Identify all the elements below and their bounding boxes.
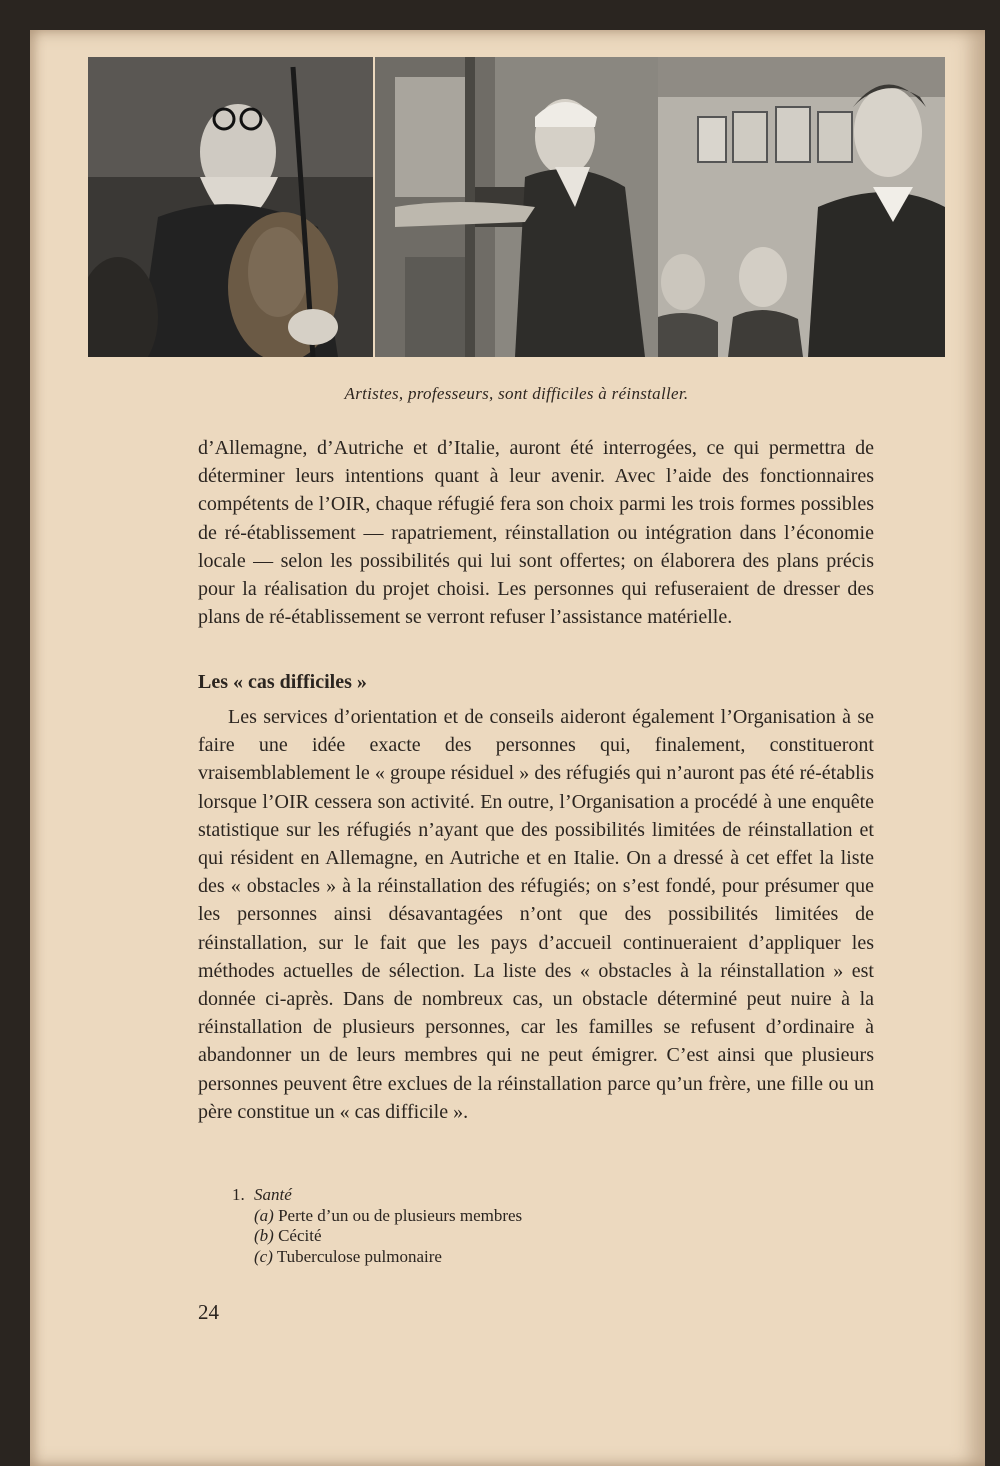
list-item — [254, 1206, 522, 1227]
professor-photo — [375, 57, 658, 357]
section-heading: Les « cas difficiles » — [198, 671, 367, 693]
obstacles-list — [232, 1185, 522, 1267]
list-heading — [232, 1185, 522, 1206]
list-item-text: Tuberculose pulmonaire — [276, 1246, 442, 1266]
list-number: 1. — [232, 1185, 245, 1204]
list-item — [254, 1226, 522, 1247]
list-item — [254, 1247, 522, 1268]
page-number: 24 — [198, 1300, 219, 1324]
list-item-text: Perte d’un ou de plusieurs membres — [278, 1205, 523, 1225]
paragraph-main: Les services d’orientation et de conseils aideront également l’Organisation à se faire une idée exacte des personnes qui, finalement, constitueront vraisemblablement le « groupe résiduel » des réfugiés qui n’auront pas été ré-établis lorsque l’OIR cessera son activité. En outre, l’Organisation a procédé à une enquête statistique sur les réfugiés n’ayant que des possibilités limitées de réinstallation et qui résident en Allemagne, en Autriche et en Italie. On a dressé à cet effet la liste des « obstacles » à la réinstallation des réfugiés; on s’est fondé, pour présumer que les personnes ainsi désavantagées n’ont que des possibilités limitées de réinstallation, sur le fait que les pays d’accueil continueraient d’appliquer les méthodes actuelles de sélection. La liste des « obstacles à la réinstallation » est donnée ci-après. Dans de nombreux cas, un obstacle déterminé peut nuire à la réinstallation de plusieurs personnes, car les familles se refusent d’ordinaire à abandonner un de leurs membres qui ne peut émigrer. C’est ainsi que plusieurs personnes peuvent être exclues de la réinstallation parce qu’un frère, une fille ou un père constitue un « cas difficile ». — [198, 706, 874, 1123]
list-item-mark: (a) — [254, 1205, 274, 1225]
teacher-photo — [658, 57, 945, 357]
list-item-text: Cécité — [278, 1226, 322, 1245]
list-item-mark: (c) — [254, 1246, 273, 1266]
photo-caption: Artistes, professeurs, sont difficiles à réinstaller. — [344, 384, 689, 403]
cellist-photo — [88, 57, 373, 357]
list-title: Santé — [254, 1185, 292, 1204]
paragraph-intro: d’Allemagne, d’Autriche et d’Italie, auront été interrogées, ce qui permettra de déterminer leurs intentions quant à leur avenir. Avec l’aide des fonctionnaires compétents de l’OIR, chaque réfugié fera son choix parmi les trois formes possibles de ré-établissement — rapatriement, réinstallation ou intégration dans l’économie locale — selon les possibilités qui lui sont offertes; on élaborera des plans précis pour la réalisation du projet choisi. Les personnes qui refuseraient de dresser des plans de ré-établissement se verront refuser l’assistance matérielle. — [198, 437, 874, 629]
list-item-mark: (b) — [254, 1226, 274, 1245]
